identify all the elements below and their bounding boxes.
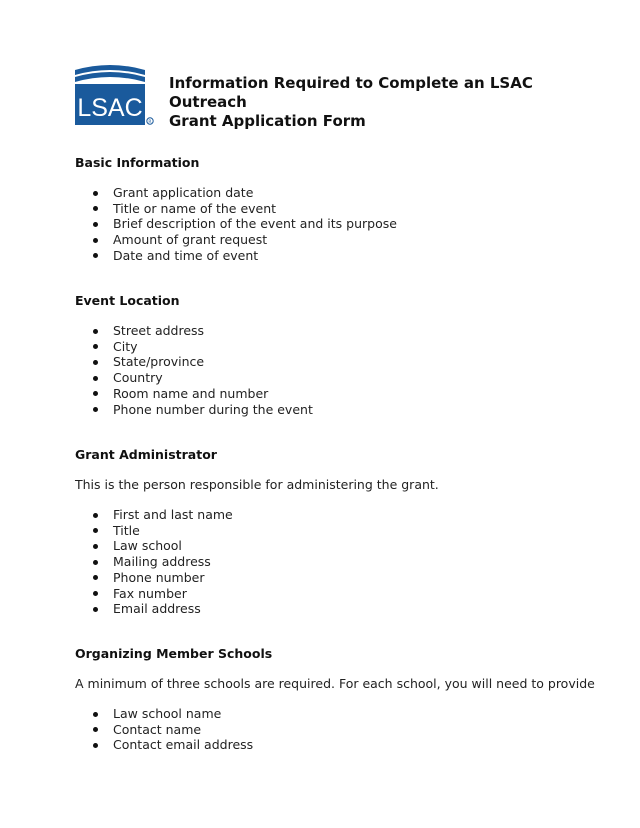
bullet-icon [93, 360, 98, 365]
bullet-icon [93, 560, 98, 565]
list-item: Mailing address [75, 554, 595, 570]
logo-text: LSAC [77, 94, 143, 122]
bullet-icon [93, 329, 98, 334]
bullet-icon [93, 591, 98, 596]
bullet-icon [93, 607, 98, 612]
bullet-icon [93, 513, 98, 518]
list-item: Fax number [75, 586, 595, 602]
section-event-location [75, 293, 595, 417]
bullet-list [75, 185, 595, 264]
bullet-icon [93, 206, 98, 211]
bullet-icon [93, 727, 98, 732]
list-item: Contact name [75, 722, 595, 738]
bullet-icon [93, 712, 98, 717]
bullet-icon [93, 191, 98, 196]
list-item: Room name and number [75, 386, 595, 402]
list-item: Brief description of the event and its purpose [75, 216, 595, 232]
bullet-list [75, 323, 595, 417]
list-item: Country [75, 370, 595, 386]
section-heading: Organizing Member Schools [75, 646, 273, 661]
bullet-icon [93, 743, 98, 748]
bullet-list [75, 507, 595, 617]
section-organizing-member-schools [75, 646, 595, 753]
section-basic-information [75, 155, 595, 264]
section-heading: Grant Administrator [75, 447, 217, 462]
list-item: Contact email address [75, 737, 595, 753]
section-grant-administrator [75, 447, 595, 617]
bullet-icon [93, 253, 98, 258]
page-title [169, 74, 569, 131]
bullet-icon [93, 222, 98, 227]
list-item: Law school [75, 538, 595, 554]
list-item: Amount of grant request [75, 232, 595, 248]
bullet-icon [93, 544, 98, 549]
bullet-icon [93, 391, 98, 396]
bullet-icon [93, 238, 98, 243]
bullet-icon [93, 376, 98, 381]
list-item: Law school name [75, 706, 595, 722]
list-item: City [75, 339, 595, 355]
svg-text:R: R [148, 120, 152, 125]
list-item: Email address [75, 601, 595, 617]
list-item: Phone number during the event [75, 402, 595, 418]
bullet-icon [93, 575, 98, 580]
list-item: First and last name [75, 507, 595, 523]
section-heading: Event Location [75, 293, 180, 308]
document-header [75, 62, 575, 128]
bullet-icon [93, 407, 98, 412]
section-heading: Basic Information [75, 155, 200, 170]
bullet-icon [93, 344, 98, 349]
bullet-icon [93, 528, 98, 533]
section-intro: A minimum of three schools are required. For each school, you will need to provide [75, 676, 595, 691]
list-item: Title [75, 523, 595, 539]
list-item: Date and time of event [75, 248, 595, 264]
section-intro: This is the person responsible for administering the grant. [75, 477, 439, 492]
list-item: Street address [75, 323, 595, 339]
list-item: State/province [75, 354, 595, 370]
list-item: Phone number [75, 570, 595, 586]
title-line-2: Grant Application Form [169, 112, 366, 130]
title-line-1: Information Required to Complete an LSAC Outreach [169, 74, 533, 111]
list-item: Title or name of the event [75, 201, 595, 217]
list-item: Grant application date [75, 185, 595, 201]
lsac-logo [75, 62, 155, 126]
bullet-list [75, 706, 595, 753]
